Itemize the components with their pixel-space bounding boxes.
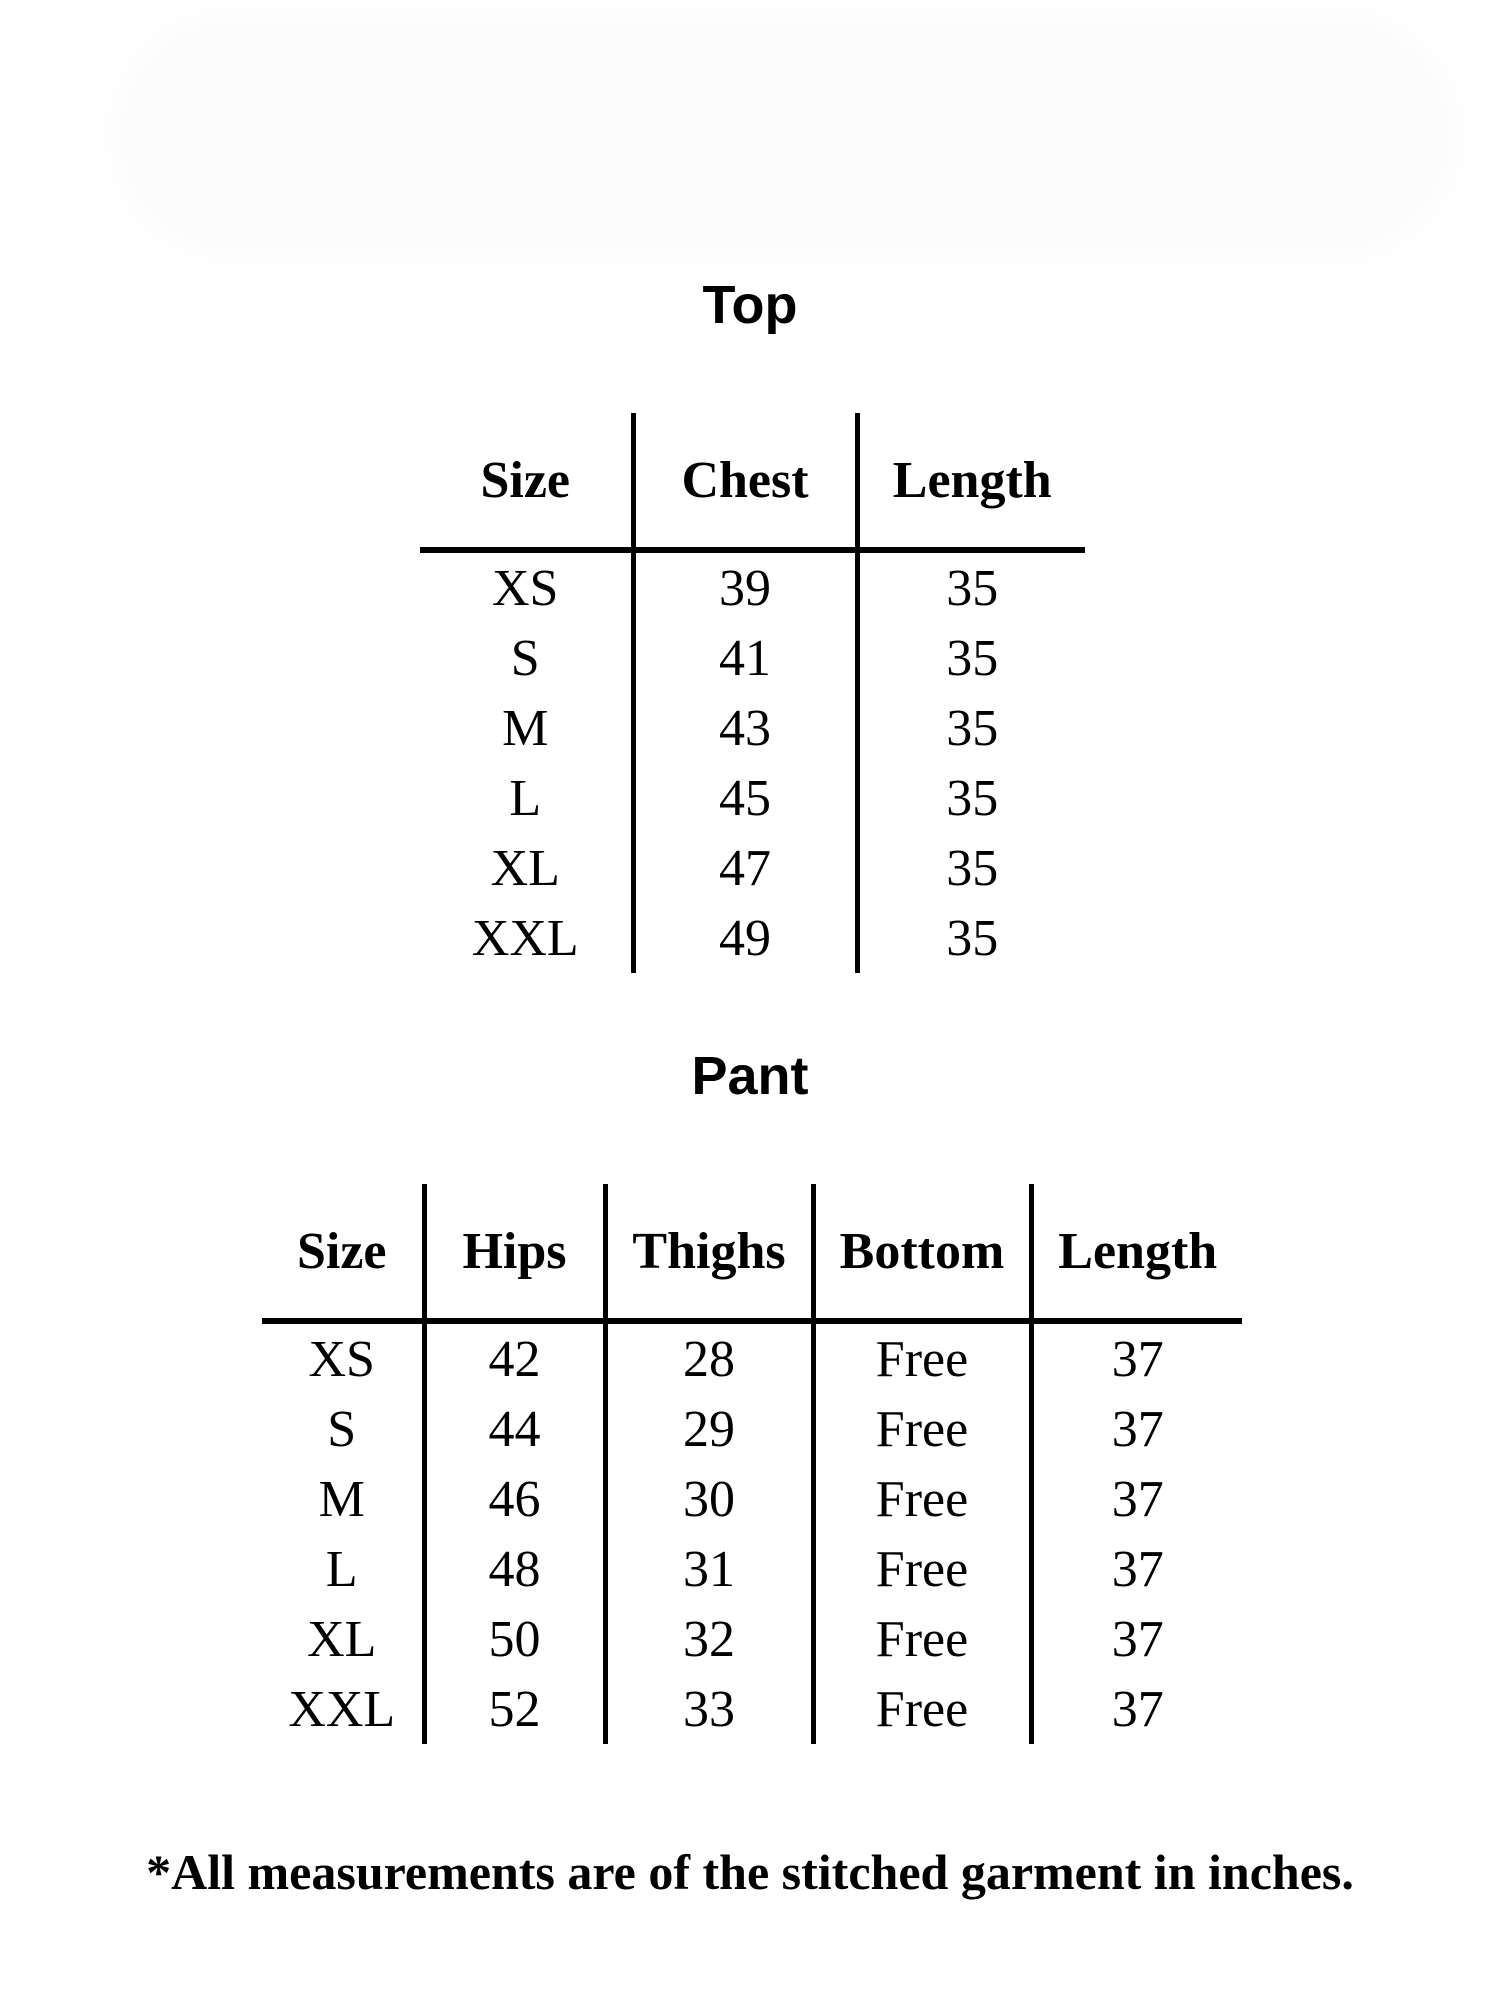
cell-thighs: 33 — [605, 1674, 813, 1744]
cell-size: XXL — [471, 909, 579, 967]
cell-chest: 41 — [633, 623, 857, 693]
cell-bottom: Free — [813, 1674, 1031, 1744]
table-row — [420, 693, 1085, 763]
cell-length: 35 — [857, 903, 1085, 973]
top-size-table — [420, 413, 1085, 973]
top-section-title: Top — [702, 275, 798, 335]
cell-length: 37 — [1031, 1674, 1242, 1744]
cell-thighs: 30 — [605, 1464, 813, 1534]
cell-bottom: Free — [813, 1394, 1031, 1464]
cell-length: 37 — [1031, 1464, 1242, 1534]
cell-size: S — [510, 629, 540, 687]
cell-chest: 45 — [633, 763, 857, 833]
table-row — [420, 833, 1085, 903]
cell-size: XS — [492, 559, 559, 617]
column-header-chest: Chest — [633, 413, 857, 550]
table-row — [420, 903, 1085, 973]
cell-size: M — [318, 1470, 365, 1528]
cell-length: 37 — [1031, 1321, 1242, 1394]
pant-section-title: Pant — [691, 1046, 809, 1106]
cell-size: S — [327, 1400, 357, 1458]
column-header-size: Size — [420, 413, 633, 550]
cell-length: 35 — [857, 550, 1085, 623]
cell-length: 37 — [1031, 1394, 1242, 1464]
table-row — [262, 1534, 1242, 1604]
cell-thighs: 28 — [605, 1321, 813, 1394]
cell-size: XL — [307, 1610, 377, 1668]
cell-size: M — [502, 699, 549, 757]
blurred-header-area — [120, 20, 1450, 250]
table-header-row — [420, 413, 1085, 550]
cell-hips: 52 — [424, 1674, 605, 1744]
table-row — [420, 550, 1085, 623]
cell-size: XXL — [288, 1680, 396, 1738]
cell-size: XS — [308, 1330, 375, 1388]
cell-bottom: Free — [813, 1321, 1031, 1394]
column-header-thighs: Thighs — [605, 1184, 813, 1321]
cell-hips: 42 — [424, 1321, 605, 1394]
table-row — [262, 1674, 1242, 1744]
cell-length: 37 — [1031, 1534, 1242, 1604]
column-header-length: Length — [857, 413, 1085, 550]
column-header-length: Length — [1031, 1184, 1242, 1321]
cell-size: XL — [490, 839, 560, 897]
cell-size: L — [509, 769, 542, 827]
cell-chest: 47 — [633, 833, 857, 903]
table-row — [262, 1321, 1242, 1394]
cell-length: 35 — [857, 763, 1085, 833]
column-header-bottom: Bottom — [813, 1184, 1031, 1321]
pant-size-table — [262, 1184, 1242, 1744]
table-row — [262, 1394, 1242, 1464]
cell-thighs: 29 — [605, 1394, 813, 1464]
cell-chest: 43 — [633, 693, 857, 763]
cell-length: 35 — [857, 623, 1085, 693]
cell-length: 35 — [857, 833, 1085, 903]
cell-length: 35 — [857, 693, 1085, 763]
measurement-footnote: *All measurements are of the stitched garment in inches. — [146, 1844, 1354, 1900]
cell-chest: 39 — [633, 550, 857, 623]
table-header-row — [262, 1184, 1242, 1321]
cell-bottom: Free — [813, 1604, 1031, 1674]
column-header-hips: Hips — [424, 1184, 605, 1321]
cell-length: 37 — [1031, 1604, 1242, 1674]
cell-chest: 49 — [633, 903, 857, 973]
table-row — [262, 1464, 1242, 1534]
column-header-size: Size — [262, 1184, 424, 1321]
table-row — [420, 763, 1085, 833]
cell-bottom: Free — [813, 1464, 1031, 1534]
cell-thighs: 31 — [605, 1534, 813, 1604]
cell-bottom: Free — [813, 1534, 1031, 1604]
cell-hips: 46 — [424, 1464, 605, 1534]
cell-size: L — [325, 1540, 358, 1598]
table-row — [420, 623, 1085, 693]
cell-hips: 48 — [424, 1534, 605, 1604]
cell-hips: 50 — [424, 1604, 605, 1674]
table-row — [262, 1604, 1242, 1674]
cell-hips: 44 — [424, 1394, 605, 1464]
cell-thighs: 32 — [605, 1604, 813, 1674]
